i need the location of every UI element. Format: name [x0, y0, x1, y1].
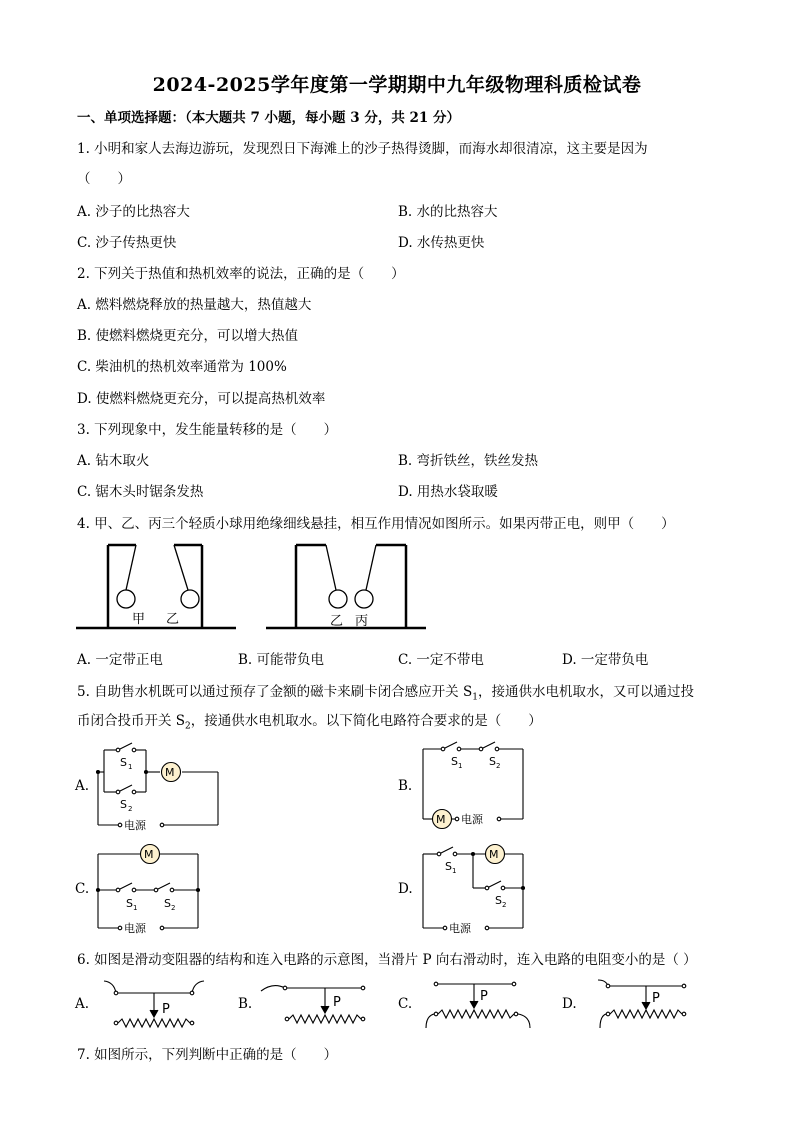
q1-stem-line1: 1. 小明和家人去海边游玩，发现烈日下海滩上的沙子热得烫脚，而海水却很清凉，这主要是因为 — [77, 141, 648, 157]
q4-label-yi-1: 乙 — [166, 612, 180, 627]
q5-stem-line2: 币闭合投币开关 $S_2$，接通供水电机取水。以下简化电路符合要求的是（ ） — [77, 713, 542, 732]
q6-stem: 6. 如图是滑动变阻器的结构和连入电路的示意图，当滑片 P 向右滑动时，连入电路的电阻变小的是（ ） — [77, 952, 697, 968]
svg-text:2: 2 — [502, 901, 507, 909]
q5-label-b: B. — [398, 778, 413, 794]
q5a-s2: S — [120, 798, 127, 811]
q3-option-b: B. 弯折铁丝，铁丝发热 — [398, 453, 539, 469]
q3-stem: 3. 下列现象中，发生能量转移的是（ ） — [77, 422, 338, 438]
q6b-slider: P — [333, 995, 341, 1010]
svg-text:2: 2 — [496, 762, 501, 770]
q5d-motor: M — [489, 848, 499, 861]
q5c-s1: S — [126, 897, 133, 910]
q5-stem-line1: 5. 自助售水机既可以通过预存了金额的磁卡来刷卡闭合感应开关 $S_1$，接通供水电机取水，又可以通过投 — [77, 684, 694, 703]
q5c-motor: M — [144, 848, 154, 861]
q3-option-a: A. 钻木取火 — [77, 453, 150, 469]
q5b-s2: S — [489, 755, 496, 768]
q5a-s1: S — [120, 756, 127, 769]
q5b-power: 电源 — [461, 813, 483, 826]
q6a-slider: P — [162, 1002, 170, 1017]
q5-label-c: C. — [75, 881, 90, 897]
q5b-s1: S — [451, 755, 458, 768]
q4-option-d: D. 一定带负电 — [562, 652, 649, 668]
q6-rheostat-b — [255, 976, 385, 1031]
q5d-s1: S — [445, 860, 452, 873]
svg-text:1: 1 — [452, 867, 457, 875]
q4-ball-bing — [355, 590, 373, 608]
q4-stem: 4. 甲、乙、丙三个轻质小球用绝缘细线悬挂，相互作用情况如图所示。如果丙带正电，则甲（ ） — [77, 516, 675, 532]
q1-option-c: C. 沙子传热更快 — [77, 235, 177, 251]
svg-text:2: 2 — [128, 805, 133, 813]
q4-ball-yi-right — [329, 590, 347, 608]
q5d-power: 电源 — [449, 922, 471, 935]
q2-stem: 2. 下列关于热值和热机效率的说法，正确的是（ ） — [77, 266, 405, 282]
q2-option-b: B. 使燃料燃烧更充分，可以增大热值 — [77, 328, 299, 344]
q3-option-d: D. 用热水袋取暖 — [398, 484, 498, 500]
q7-stem: 7. 如图所示，下列判断中正确的是（ ） — [77, 1047, 338, 1063]
q4-label-yi-2: 乙 — [330, 614, 344, 629]
q6-label-d: D. — [562, 996, 577, 1012]
svg-text:2: 2 — [171, 904, 176, 912]
q5b-motor: M — [436, 813, 446, 826]
q5a-power: 电源 — [124, 819, 146, 832]
q5-circuit-d — [415, 840, 535, 940]
q6-label-a: A. — [75, 996, 90, 1012]
q5-circuit-c — [90, 840, 210, 940]
svg-text:1: 1 — [133, 904, 138, 912]
q4-label-jia: 甲 — [132, 612, 146, 627]
q5-label-a: A. — [75, 778, 90, 794]
q5d-s2: S — [495, 894, 502, 907]
q2-option-c: C. 柴油机的热机效率通常为 100% — [77, 359, 287, 375]
q4-figure — [70, 540, 490, 635]
q6-label-b: B. — [238, 996, 253, 1012]
q6c-slider: P — [480, 989, 488, 1004]
q1-option-b: B. 水的比热容大 — [398, 204, 498, 220]
q6-rheostat-a — [92, 976, 222, 1031]
q1-stem-line2: （ ） — [77, 171, 131, 187]
q5-circuit-a — [90, 740, 230, 835]
page-title: 2024-2025学年度第一学期期中九年级物理科质检试卷 — [152, 74, 642, 96]
q4-option-c: C. 一定不带电 — [398, 652, 484, 668]
q4-label-bing: 丙 — [355, 614, 369, 629]
q3-option-c: C. 锯木头时锯条发热 — [77, 484, 204, 500]
q5c-s2: S — [164, 897, 171, 910]
q4-option-b: B. 可能带负电 — [238, 652, 325, 668]
q4-option-a: A. 一定带正电 — [77, 652, 163, 668]
q5a-motor: M — [165, 766, 175, 779]
section-heading: 一、单项选择题：（本大题共 7 小题，每小题 3 分，共 21 分） — [77, 110, 461, 126]
q5-label-d: D. — [398, 881, 413, 897]
q1-option-a: A. 沙子的比热容大 — [77, 204, 190, 220]
q5c-power: 电源 — [124, 922, 146, 935]
q1-option-d: D. 水传热更快 — [398, 235, 485, 251]
q6-label-c: C. — [398, 996, 413, 1012]
q5-circuit-b — [415, 735, 535, 830]
svg-text:1: 1 — [458, 762, 463, 770]
q6d-slider: P — [652, 991, 660, 1006]
q4-ball-yi-left — [181, 590, 199, 608]
q2-option-a: A. 燃料燃烧释放的热量越大，热值越大 — [77, 297, 312, 313]
q4-ball-jia — [117, 590, 135, 608]
q2-option-d: D. 使燃料燃烧更充分，可以提高热机效率 — [77, 391, 326, 407]
svg-text:1: 1 — [128, 763, 133, 771]
q6-rheostat-c — [418, 974, 548, 1032]
q6-rheostat-d — [580, 974, 710, 1032]
